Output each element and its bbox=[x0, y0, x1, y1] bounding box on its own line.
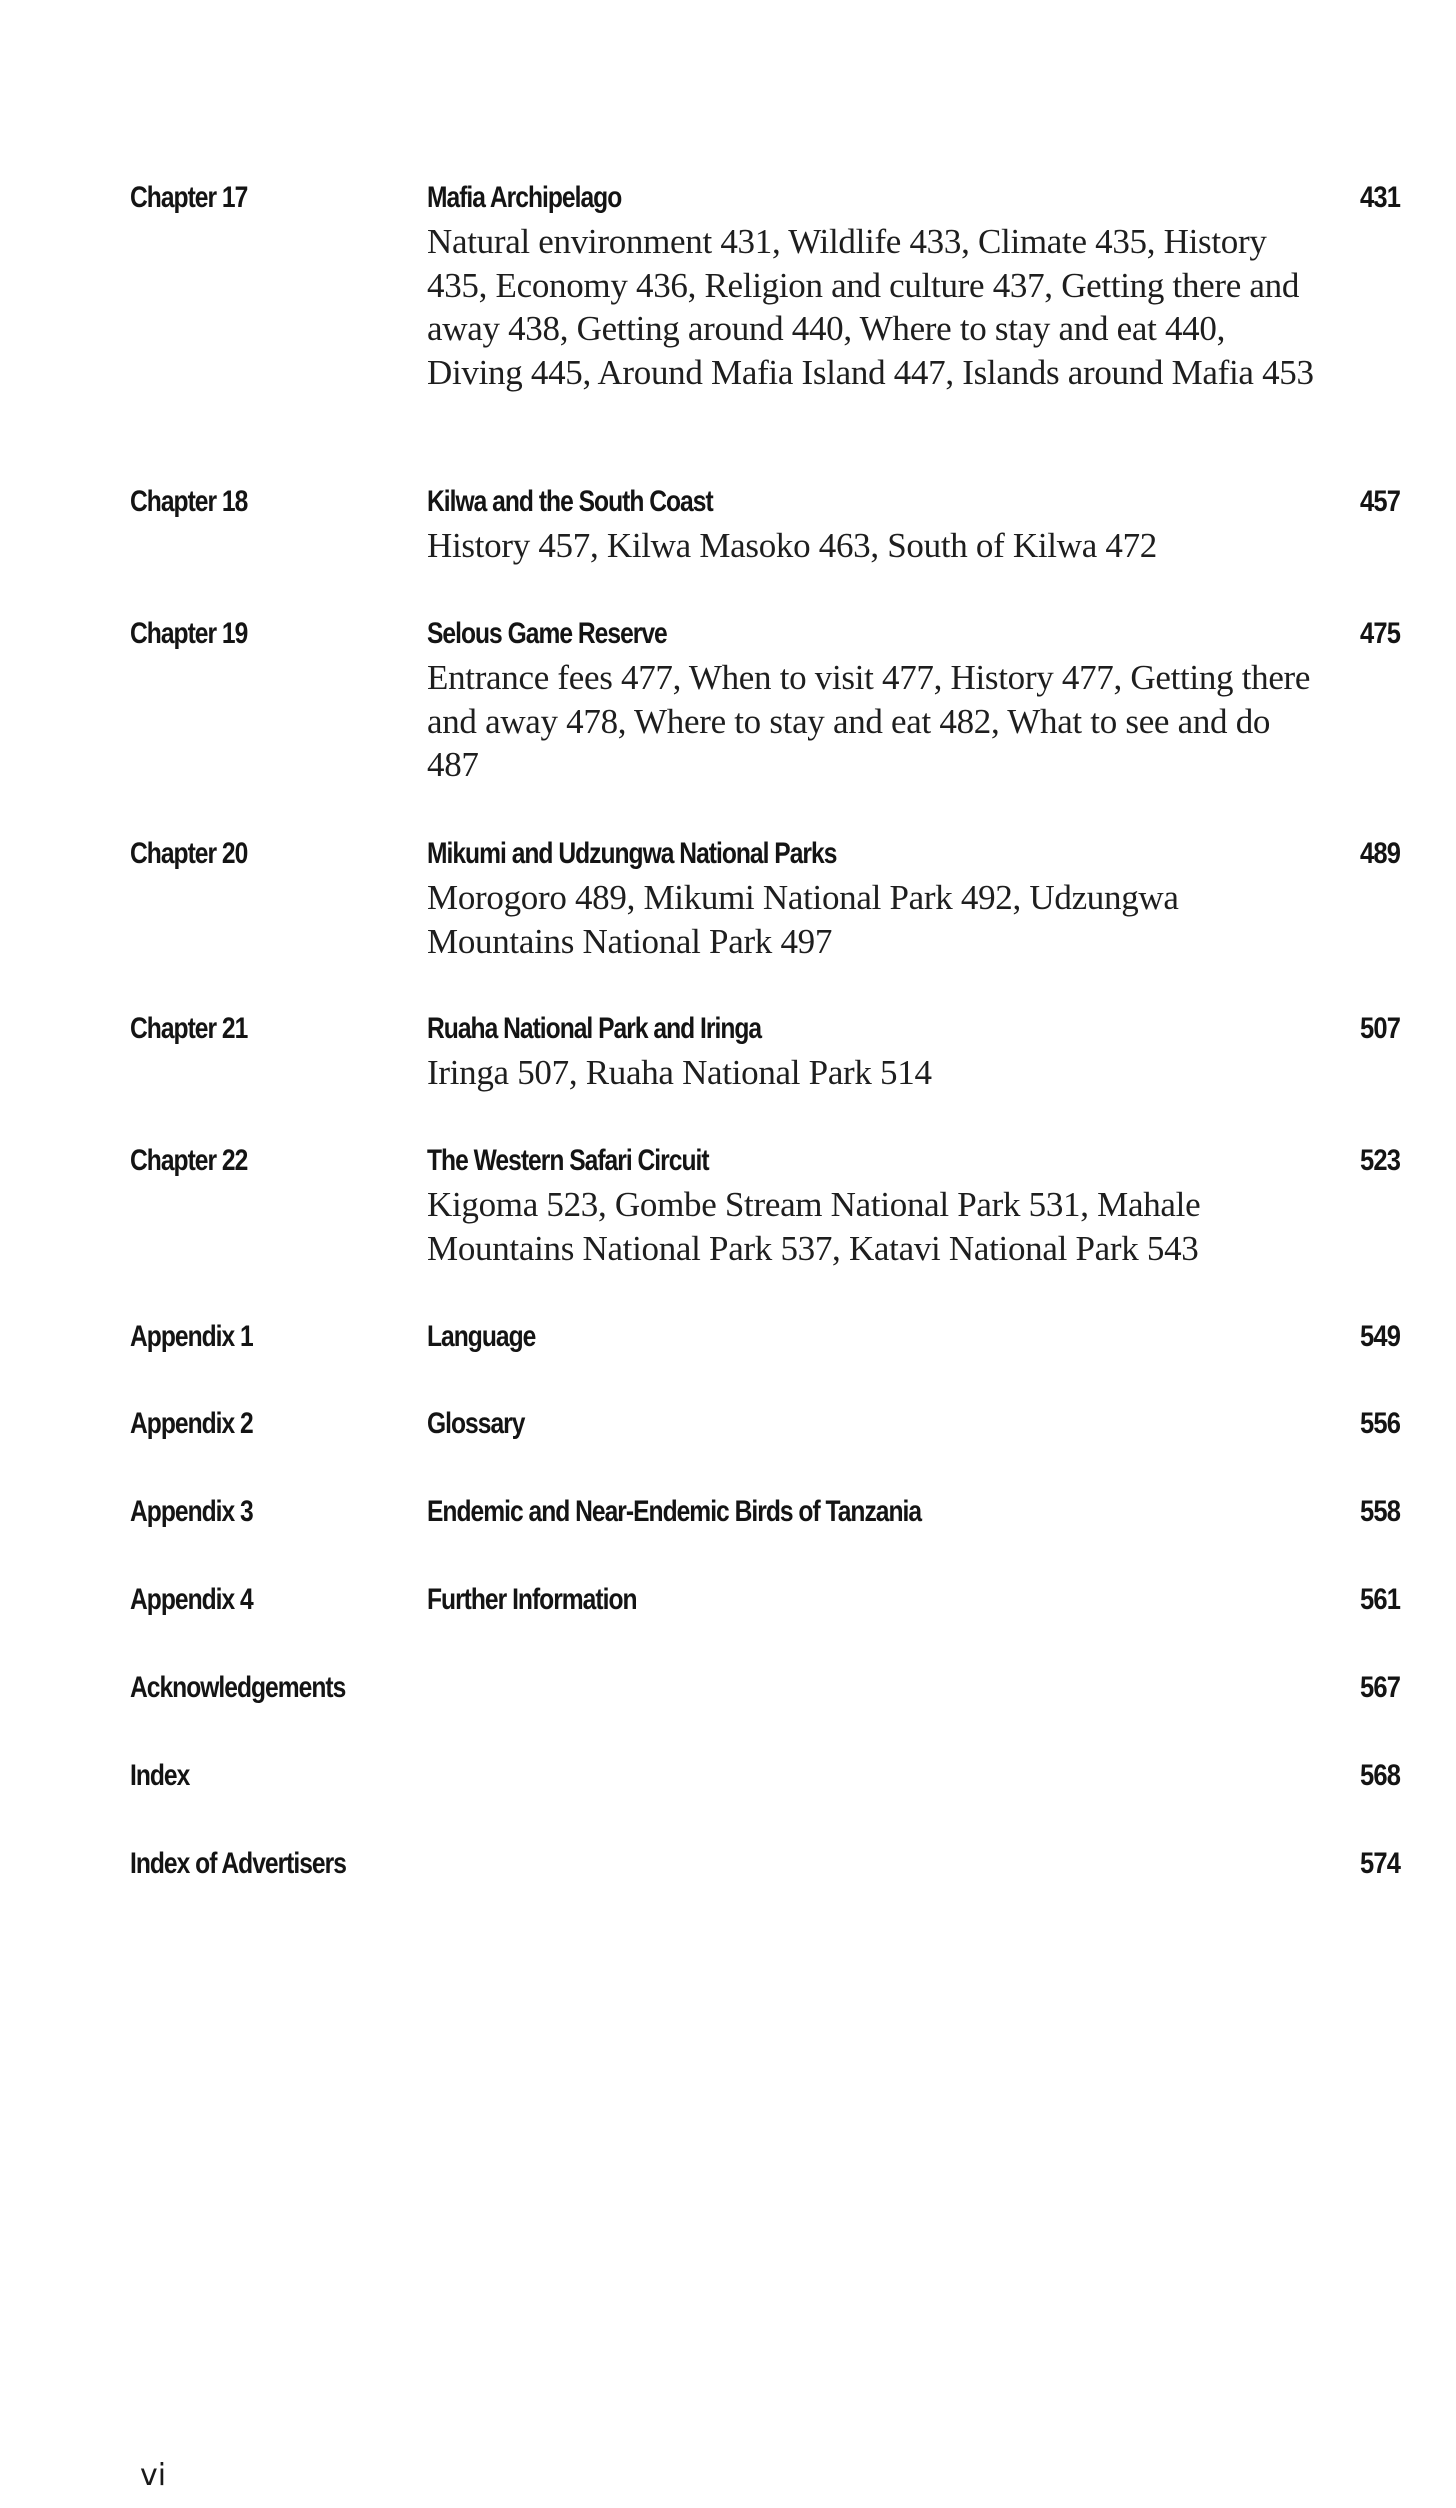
entry-title: Mafia Archipelago bbox=[427, 181, 622, 214]
entry-label: Chapter 17 bbox=[130, 181, 248, 214]
entry-page-number: 489 bbox=[1359, 837, 1400, 870]
entry-title: Further Information bbox=[427, 1583, 637, 1616]
entry-page-number: 558 bbox=[1359, 1495, 1400, 1528]
entry-page-number: 567 bbox=[1359, 1671, 1400, 1704]
entry-description: History 457, Kilwa Masoko 463, South of Kilwa 472 bbox=[427, 526, 1157, 565]
entry-description: Entrance fees 477, When to visit 477, History 477, Getting there and away 478, Where to stay and eat 482, What to see and do 487 bbox=[427, 658, 1311, 784]
entry-title: Selous Game Reserve bbox=[427, 617, 667, 650]
entry-page-number: 457 bbox=[1359, 485, 1400, 518]
entry-title: Language bbox=[427, 1320, 536, 1353]
entry-title: The Western Safari Circuit bbox=[427, 1144, 709, 1177]
entry-label: Index of Advertisers bbox=[130, 1847, 346, 1880]
entry-title: Glossary bbox=[427, 1407, 525, 1440]
entry-title: Mikumi and Udzungwa National Parks bbox=[427, 837, 837, 870]
entry-title: Kilwa and the South Coast bbox=[427, 485, 713, 518]
entry-label: Acknowledgements bbox=[130, 1671, 346, 1704]
entry-page-number: 561 bbox=[1359, 1583, 1400, 1616]
entry-page-number: 568 bbox=[1359, 1759, 1400, 1792]
entry-label: Appendix 4 bbox=[130, 1583, 253, 1616]
entry-label: Index bbox=[130, 1759, 190, 1792]
entry-description: Kigoma 523, Gombe Stream National Park 531, Mahale Mountains National Park 537, Katavi National Park 543 bbox=[427, 1185, 1201, 1268]
entry-page-number: 431 bbox=[1359, 181, 1400, 214]
entry-label: Chapter 21 bbox=[130, 1012, 248, 1045]
entry-page-number: 556 bbox=[1359, 1407, 1400, 1440]
entry-label: Appendix 2 bbox=[130, 1407, 253, 1440]
entry-description: Iringa 507, Ruaha National Park 514 bbox=[427, 1053, 932, 1092]
entry-page-number: 507 bbox=[1359, 1012, 1400, 1045]
entry-label: Chapter 19 bbox=[130, 617, 248, 650]
entry-page-number: 475 bbox=[1359, 617, 1400, 650]
entry-title: Ruaha National Park and Iringa bbox=[427, 1012, 762, 1045]
entry-page-number: 574 bbox=[1359, 1847, 1400, 1880]
entry-label: Chapter 20 bbox=[130, 837, 248, 870]
entry-page-number: 523 bbox=[1359, 1144, 1400, 1177]
entry-page-number: 549 bbox=[1359, 1320, 1400, 1353]
entry-label: Chapter 18 bbox=[130, 485, 248, 518]
entry-title: Endemic and Near-Endemic Birds of Tanzania bbox=[427, 1495, 922, 1528]
entry-label: Appendix 3 bbox=[130, 1495, 253, 1528]
entry-description: Natural environment 431, Wildlife 433, Climate 435, History 435, Economy 436, Religion and culture 437, Getting there and away 438, Getting around 440, Where to stay and eat 440, Diving 445, Around Mafia Island 447, Islands around Mafia 453 bbox=[427, 222, 1314, 392]
entry-description: Morogoro 489, Mikumi National Park 492, Udzungwa Mountains National Park 497 bbox=[427, 878, 1179, 961]
entry-label: Appendix 1 bbox=[130, 1320, 253, 1353]
page-folio: vi bbox=[140, 2458, 167, 2493]
entry-label: Chapter 22 bbox=[130, 1144, 248, 1177]
